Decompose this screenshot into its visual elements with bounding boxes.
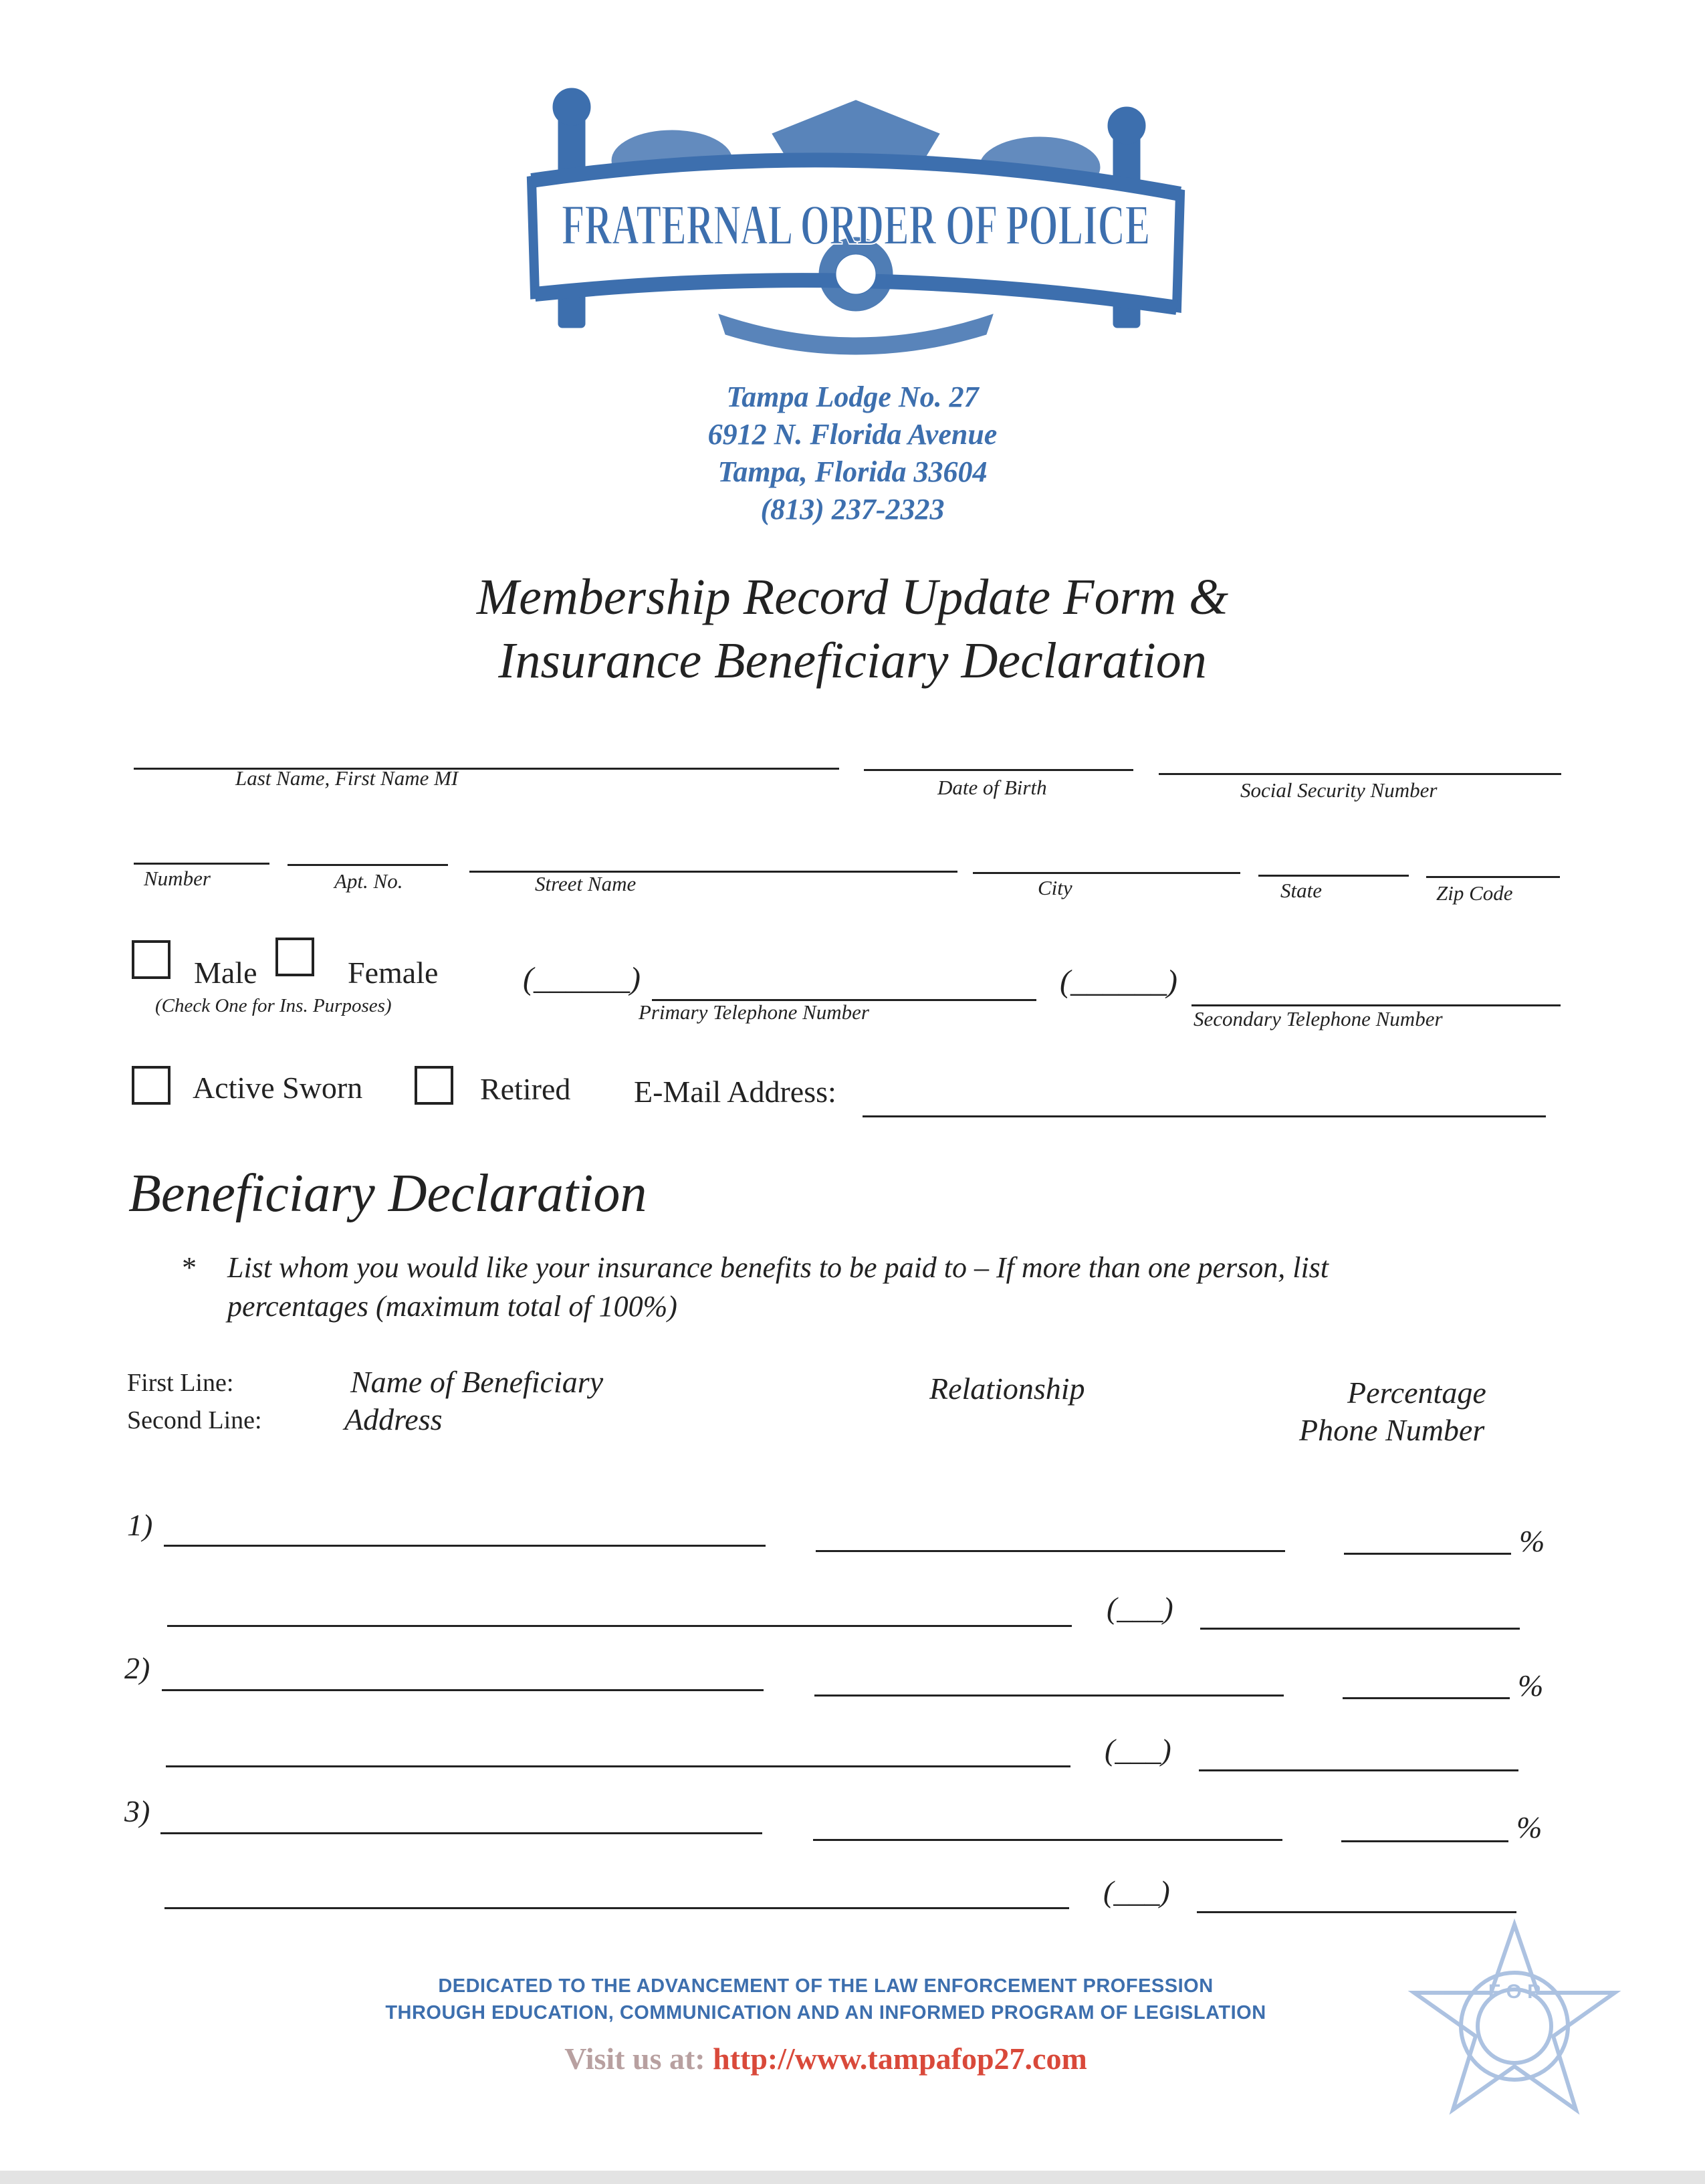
apt-field[interactable] [288,864,448,866]
first-line-label: First Line: [127,1369,234,1397]
row-number-2: 2) [124,1651,150,1685]
logo-text: FRATERNAL ORDER OF POLICE [562,193,1150,257]
number-field[interactable] [134,863,269,865]
beneficiary-1-name-field[interactable] [164,1545,766,1547]
beneficiary-3-phone-field[interactable] [1197,1911,1516,1913]
beneficiary-3-area-code[interactable]: (___) [1103,1874,1170,1908]
footer-motto-line1: DEDICATED TO THE ADVANCEMENT OF THE LAW ENFORCEMENT PROFESSION [438,1975,1214,1997]
beneficiary-note-line1: List whom you would like your insurance benefits to be paid to – If more than one person, list [227,1251,1329,1284]
beneficiary-1-percentage-field[interactable] [1344,1553,1511,1555]
active-sworn-checkbox[interactable] [132,1066,170,1105]
beneficiary-2-percentage-field[interactable] [1343,1697,1510,1699]
percent-sign-2: % [1518,1668,1544,1703]
beneficiary-heading: Beneficiary Declaration [128,1164,647,1223]
beneficiary-1-area-code[interactable]: (___) [1107,1591,1173,1625]
name-of-beneficiary-header: Name of Beneficiary [350,1365,604,1399]
beneficiary-2-address-field[interactable] [166,1765,1070,1767]
email-label: E-Mail Address: [634,1075,836,1109]
active-sworn-label: Active Sworn [193,1071,363,1105]
beneficiary-note-line2: percentages (maximum total of 100%) [227,1290,677,1323]
primary-area-code[interactable]: (______) [523,961,641,996]
second-line-label: Second Line: [127,1406,262,1434]
male-label: Male [194,956,257,990]
lodge-city: Tampa, Florida 33604 [717,455,988,488]
lodge-phone: (813) 237-2323 [760,493,945,526]
apt-label: Apt. No. [334,869,403,893]
relationship-header: Relationship [929,1372,1085,1406]
beneficiary-2-area-code[interactable]: (___) [1105,1733,1171,1767]
fop-logo [518,94,1194,354]
visit-label: Visit us at: [564,2042,705,2076]
primary-phone-label: Primary Telephone Number [639,1000,869,1024]
phone-number-header: Phone Number [1299,1413,1485,1447]
beneficiary-2-relationship-field[interactable] [814,1695,1284,1697]
ssn-field[interactable] [1159,773,1561,775]
state-field[interactable] [1258,875,1409,877]
city-label: City [1038,876,1072,899]
ssn-label: Social Security Number [1240,778,1438,802]
secondary-phone-label: Secondary Telephone Number [1194,1007,1443,1030]
form-title-line2: Insurance Beneficiary Declaration [498,633,1207,689]
female-label: Female [348,956,439,990]
beneficiary-3-percentage-field[interactable] [1341,1840,1508,1842]
fop-star-seal-icon [1401,1919,1628,2120]
lodge-name: Tampa Lodge No. 27 [726,380,979,413]
retired-checkbox[interactable] [415,1066,453,1105]
beneficiary-3-address-field[interactable] [164,1907,1069,1909]
beneficiary-1-phone-field[interactable] [1200,1628,1520,1630]
retired-label: Retired [480,1072,571,1106]
number-label: Number [144,867,211,890]
percentage-header: Percentage [1347,1376,1486,1410]
percent-sign-1: % [1519,1524,1545,1558]
website-link[interactable]: http://www.tampafop27.com [713,2042,1087,2076]
form-title-line1: Membership Record Update Form & [476,569,1229,625]
row-number-1: 1) [127,1508,153,1542]
lodge-street: 6912 N. Florida Avenue [707,418,998,451]
street-label: Street Name [535,872,637,895]
beneficiary-3-relationship-field[interactable] [813,1839,1282,1841]
dob-field[interactable] [864,769,1133,771]
footer-motto-line2: THROUGH EDUCATION, COMMUNICATION AND AN INFORMED PROGRAM OF LEGISLATION [385,2002,1266,2024]
zip-field[interactable] [1426,876,1560,878]
seal-letters: F O P [1488,1981,1541,2003]
zip-label: Zip Code [1436,881,1513,905]
beneficiary-2-phone-field[interactable] [1199,1769,1518,1771]
address-header: Address [344,1402,443,1436]
name-label: Last Name, First Name MI [235,766,459,790]
percent-sign-3: % [1516,1810,1543,1844]
beneficiary-2-name-field[interactable] [162,1689,764,1691]
bullet: * [181,1251,195,1284]
beneficiary-1-address-field[interactable] [167,1625,1072,1627]
beneficiary-1-relationship-field[interactable] [816,1550,1285,1552]
city-field[interactable] [973,872,1240,874]
state-label: State [1280,879,1322,902]
beneficiary-3-name-field[interactable] [160,1832,762,1834]
female-checkbox[interactable] [275,938,314,976]
secondary-phone-field[interactable] [1191,1004,1561,1006]
gender-note: (Check One for Ins. Purposes) [155,995,392,1016]
secondary-area-code[interactable]: (______) [1060,964,1177,999]
scan-edge [0,2171,1705,2184]
male-checkbox[interactable] [132,940,170,979]
dob-label: Date of Birth [937,776,1047,799]
email-field[interactable] [863,1115,1546,1117]
row-number-3: 3) [124,1794,150,1828]
